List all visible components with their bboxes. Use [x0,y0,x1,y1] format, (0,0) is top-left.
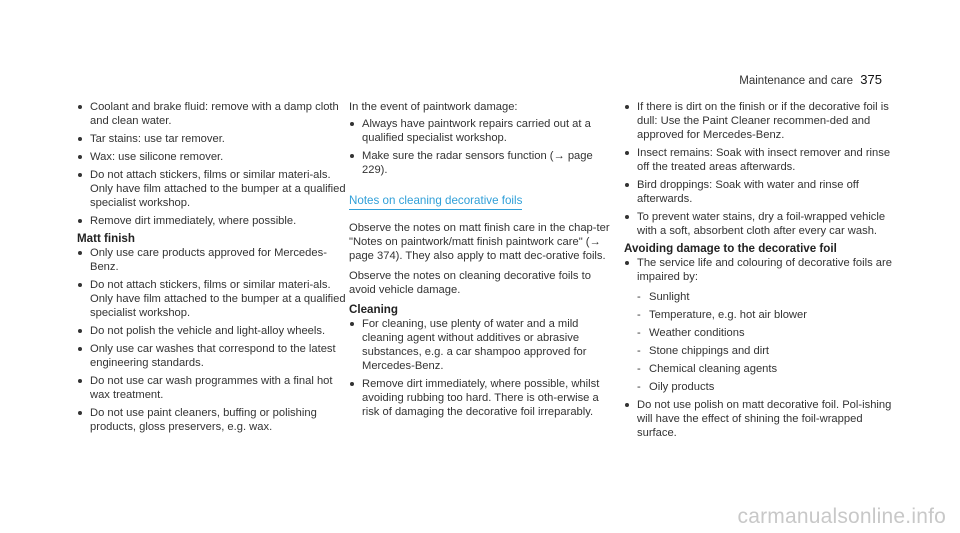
list-item: Only use care products approved for Mercedes-Benz. [77,246,347,274]
list-item: Remove dirt immediately, where possible, whilst avoiding rubbing too hard. There is oth-erwise a risk of damaging the decorative foil irreparably. [349,377,619,419]
list-item: - Weather conditions [637,326,894,340]
foil-cleaning-list [624,100,894,238]
list-item: Always have paintwork repairs carried out at a qualified specialist workshop. [349,117,619,145]
list-item: Do not attach stickers, films or similar materi-als. Only have film attached to the bumper at a qualified specialist workshop. [77,168,347,210]
list-item: Remove dirt immediately, where possible. [77,214,347,228]
paragraph: Observe the notes on matt finish care in the chap-ter "Notes on paintwork/matt finish paintwork care" (→ page 374). They also apply to matt dec-orative foils. [349,222,610,262]
section-heading-decorative-foils: Notes on cleaning decorative foils [349,194,522,210]
service-life-text: The service life and colouring of decorative foils are impaired by: [637,257,892,283]
list-item: Make sure the radar sensors function (→ page 229). [349,149,619,177]
list-item: For cleaning, use plenty of water and a mild cleaning agent without additives or abrasive substances, e.g. a car shampoo approved for Mercedes-Benz. [349,317,619,373]
column-3 [624,100,894,444]
list-item: - Temperature, e.g. hot air blower [637,308,894,322]
paint-damage-list [349,117,619,177]
column-1 [77,100,347,438]
impairing-factors-list [637,290,894,394]
list-item: If there is dirt on the finish or if the decorative foil is dull: Use the Paint Cleaner recommen-ded and approved for Mercedes-Benz. [624,100,894,142]
matt-finish-list [77,246,347,434]
watermark: carmanualsonline.info [737,505,946,528]
section-title: Maintenance and care [739,75,854,87]
column-2 [349,100,619,423]
cleaning-list [349,317,619,419]
list-item: Do not use paint cleaners, buffing or polishing products, gloss preservers, e.g. wax. [77,406,347,434]
list-item: Wax: use silicone remover. [77,150,347,164]
list-item: - Chemical cleaning agents [637,362,894,376]
paragraph: Observe the notes on cleaning decorative foils to avoid vehicle damage. [349,270,591,296]
list-item: Coolant and brake fluid: remove with a damp cloth and clean water. [77,100,347,128]
list-item: - Stone chippings and dirt [637,344,894,358]
avoiding-damage-heading: Avoiding damage to the decorative foil [624,242,837,255]
foil-damage-list [624,256,894,440]
general-cleaning-list [77,100,347,228]
list-item: Only use car washes that correspond to the latest engineering standards. [77,342,347,370]
cleaning-heading: Cleaning [349,303,398,316]
list-item: Do not use polish on matt decorative foil. Pol-ishing will have the effect of shining the foil-wrapped surface. [624,398,894,440]
list-item: Do not use car wash programmes with a final hot wax treatment. [77,374,347,402]
matt-finish-heading: Matt finish [77,232,135,245]
list-item: Do not polish the vehicle and light-alloy wheels. [77,324,347,338]
list-item: - Sunlight [637,290,894,304]
list-item [624,256,894,394]
list-item: To prevent water stains, dry a foil-wrapped vehicle with a soft, absorbent cloth after every car wash. [624,210,894,238]
list-item: Do not attach stickers, films or similar materi-als. Only have film attached to the bumper at a qualified specialist workshop. [77,278,347,320]
page-header [739,73,882,88]
page-number: 375 [860,72,882,87]
list-item: Tar stains: use tar remover. [77,132,347,146]
list-item: Bird droppings: Soak with water and rinse off afterwards. [624,178,894,206]
list-item: - Oily products [637,380,894,394]
paint-damage-intro: In the event of paintwork damage: [349,101,518,113]
list-item: Insect remains: Soak with insect remover and rinse off the treated areas afterwards. [624,146,894,174]
